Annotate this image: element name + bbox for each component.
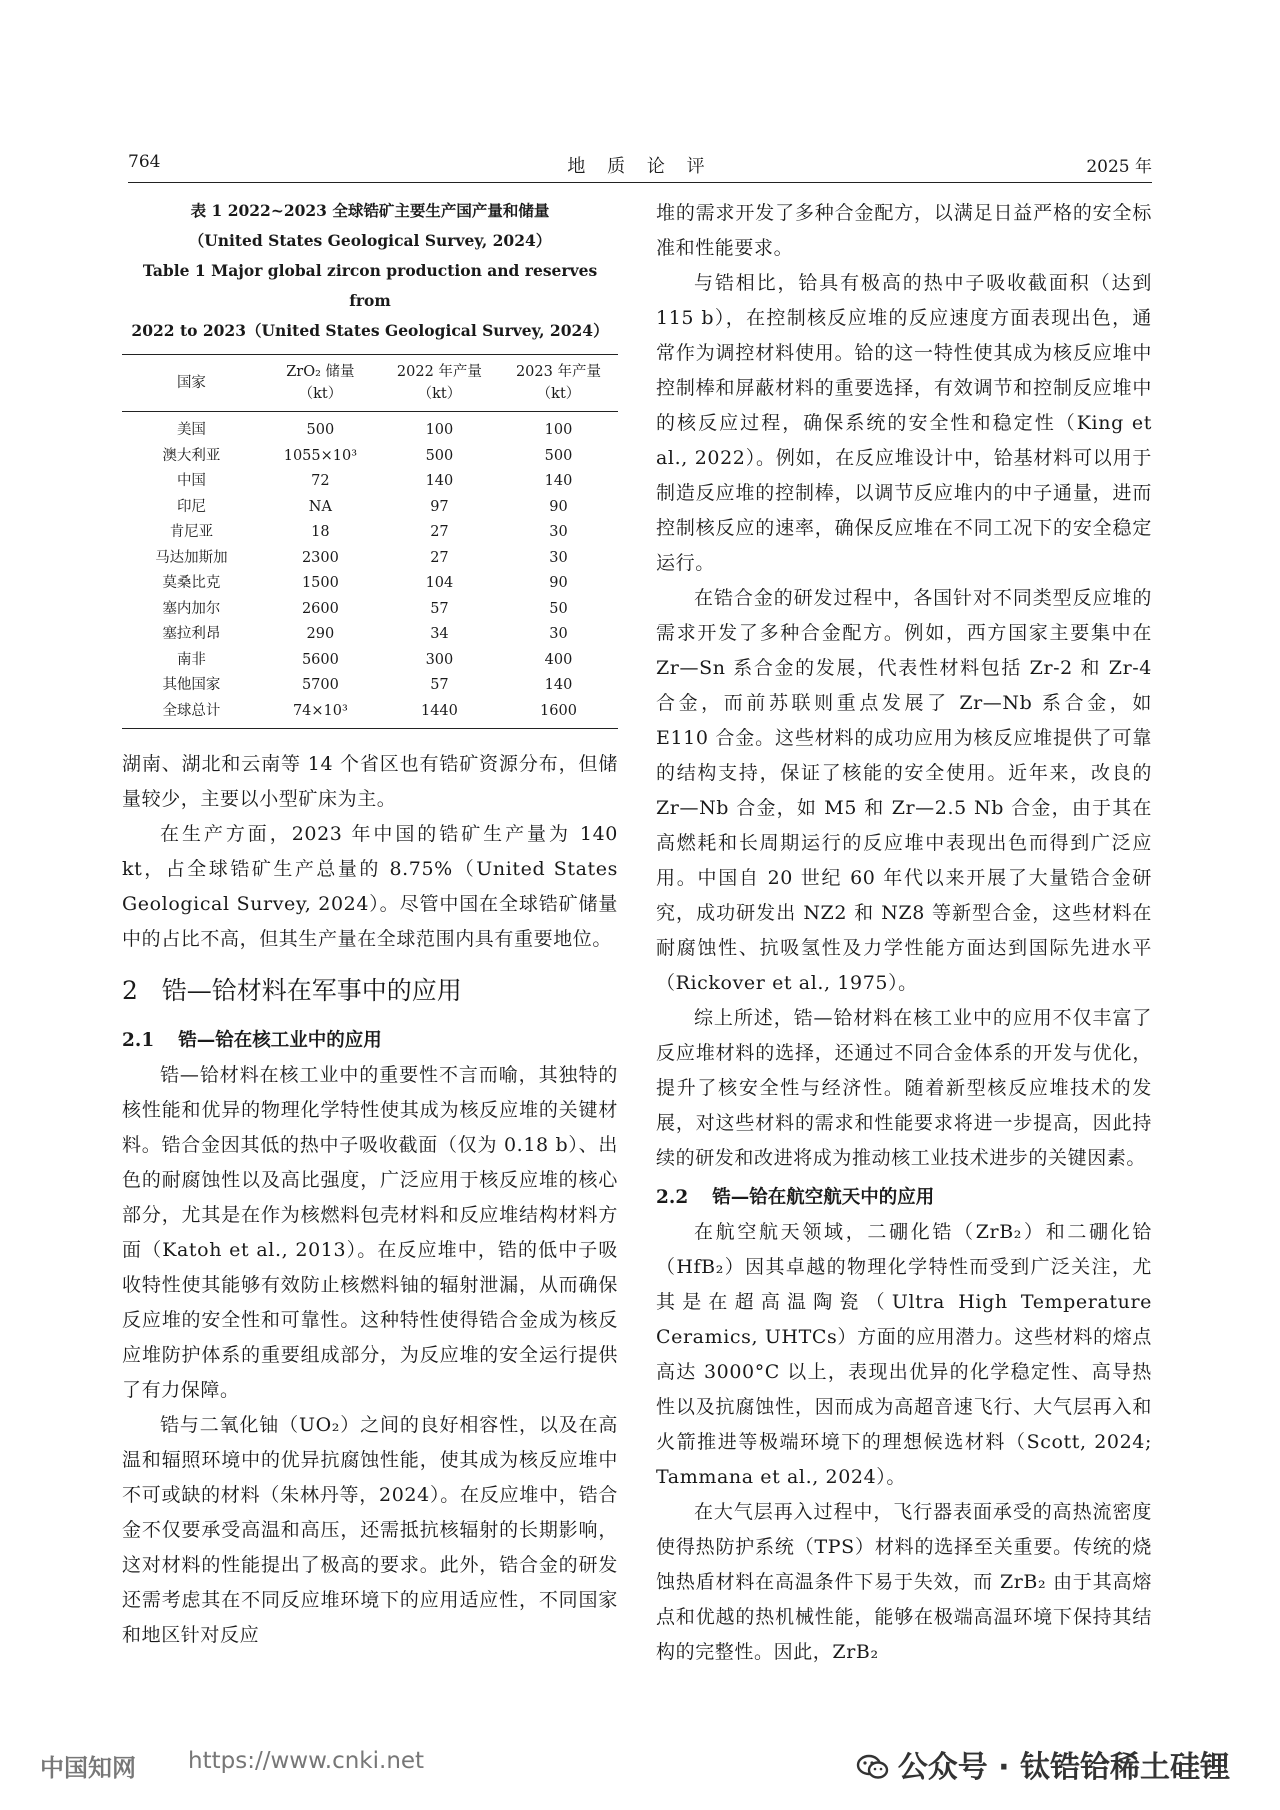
- table-cell-p2022: 27: [430, 524, 449, 540]
- right-column: [656, 196, 1152, 1670]
- paragraph: 与锆相比，铪具有极高的热中子吸收截面积（达到 115 b），在控制核反应堆的反应速度方面表现出色，通常作为调控材料使用。铪的这一特性使其成为核反应堆中控制棒和屏蔽材料的重要选择，有效调节和控制反应堆中的核反应过程，确保系统的安全性和稳定性（King et al., 2022）。例如，在反应堆设计中，铪基材料可以用于制造反应堆的控制棒，以调节反应堆内的中子通量，进而控制核反应的速率，确保反应堆在不同工况下的安全稳定运行。: [656, 272, 1152, 574]
- table-cell-country: 肯尼亚: [169, 524, 214, 540]
- subsection-number: 2.1: [122, 1030, 155, 1051]
- col-header-country: 国家: [122, 355, 261, 412]
- table-row: [122, 597, 618, 623]
- paragraph: 堆的需求开发了多种合金配方，以满足日益严格的安全标准和性能要求。: [656, 202, 1152, 259]
- table-cell-reserves: 1500: [301, 575, 339, 591]
- table-cell-p2023: 90: [549, 498, 568, 515]
- table-cell-p2022: 500: [425, 447, 454, 464]
- table-cell-reserves: 5700: [301, 677, 339, 693]
- table-row: [122, 622, 618, 648]
- table-row: [122, 412, 618, 444]
- paragraph: 在生产方面，2023 年中国的锆矿生产量为 140 kt，占全球锆矿生产总量的 8.75%（United States Geological Survey, 2024）。尽管中国在全球锆矿储量中的占比不高，但其生产量在全球范围内具有重要地位。: [122, 823, 618, 950]
- col-header-reserves: ZrO₂ 储量 （kt）: [261, 355, 380, 412]
- page-number: 764: [128, 152, 161, 172]
- zircon-table: [122, 354, 618, 729]
- table-cell-reserves: 5600: [301, 651, 339, 668]
- table-row: [122, 520, 618, 546]
- table-cell-p2023: 30: [549, 524, 568, 540]
- volume-year: 2025 年: [1086, 157, 1152, 177]
- table-cell-p2022: 300: [425, 651, 454, 668]
- table-caption-cn: 表 1 2022~2023 全球锆矿主要生产国产量和储量: [190, 201, 550, 220]
- table-cell-p2022: 1440: [380, 699, 499, 729]
- paragraph: 锆与二氧化铀（UO₂）之间的良好相容性，以及在高温和辐照环境中的优异抗腐蚀性能，使其成为核反应堆中不可或缺的材料（朱林丹等，2024）。在反应堆中，锆合金不仅要承受高温和高压，还需抵抗核辐射的长期影响，这对材料的性能提出了极高的要求。此外，锆合金的研发还需考虑其在不同反应堆环境下的应用适应性，不同国家和地区针对反应: [122, 1414, 618, 1646]
- table-row: [122, 469, 618, 495]
- table-cell-p2023: 30: [549, 549, 568, 566]
- wechat-icon: [856, 1753, 890, 1781]
- table-cell-p2022: 57: [430, 677, 449, 693]
- table-cell-p2023: 400: [544, 651, 573, 668]
- table-cell-reserves: 74×10³: [261, 699, 380, 729]
- table-cell-reserves: 290: [306, 626, 335, 642]
- table-row: [122, 546, 618, 572]
- watermark-footer: [40, 1742, 1240, 1786]
- table-cell-reserves: 2600: [301, 600, 339, 617]
- journal-title: 地 质 论 评: [567, 156, 713, 177]
- table-cell-p2023: 100: [544, 422, 573, 438]
- table-cell-p2022: 100: [425, 422, 454, 438]
- table-cell-country: 马达加斯加: [155, 549, 228, 566]
- table-header-row: [122, 355, 618, 412]
- paragraph: 锆—铪材料在核工业中的重要性不言而喻，其独特的核性能和优异的物理化学特性使其成为核反应堆的关键材料。锆合金因其低的热中子吸收截面（仅为 0.18 b）、出色的耐腐蚀性以及高比强度，广泛应用于核反应堆的核心部分，尤其是在作为核燃料包壳材料和反应堆结构材料方面（Katoh et al., 2013）。在反应堆中，锆的低中子吸收特性使其能够有效防止核燃料铀的辐射泄漏，从而确保反应堆的安全性和可靠性。这种特性使得锆合金成为核反应堆防护体系的重要组成部分，为反应堆的安全运行提供了有力保障。: [122, 1064, 618, 1401]
- table-cell-p2023: 30: [549, 626, 568, 642]
- table-row: [122, 444, 618, 470]
- paragraph: 在锆合金的研发过程中，各国针对不同类型反应堆的需求开发了多种合金配方。例如，西方国家主要集中在 Zr—Sn 系合金的发展，代表性材料包括 Zr-2 和 Zr-4 合金，而前苏联则重点发展了 Zr—Nb 系合金，如 E110 合金。这些材料的成功应用为核反应堆提供了可靠的结构支持，保证了核能的安全使用。近年来，改良的 Zr—Nb 合金，如 M5 和 Zr—2.5 Nb 合金，由于其在高燃耗和长周期运行的反应堆中表现出色而得到广泛应用。中国自 20 世纪 60 年代以来开展了大量锆合金研究，成功研发出 NZ2 和 NZ8 等新型合金，这些材料在耐腐蚀性、抗吸氢性及力学性能方面达到国际先进水平（Rickover et al., 1975）。: [656, 587, 1152, 994]
- table-cell-reserves: NA: [308, 498, 332, 515]
- section-title: 锆—铪材料在军事中的应用: [161, 976, 462, 1005]
- subsection-title: 锆—铪在航空航天中的应用: [712, 1187, 935, 1208]
- paragraph: 综上所述，锆—铪材料在核工业中的应用不仅丰富了反应堆材料的选择，还通过不同合金体系的开发与优化，提升了核安全性与经济性。随着新型核反应堆技术的发展，对这些材料的需求和性能要求将进一步提高，因此持续的研发和改进将成为推动核工业技术进步的关键因素。: [656, 1007, 1152, 1169]
- page-header: [128, 152, 1152, 180]
- cnki-logo-text: 中国知网: [40, 1754, 136, 1782]
- subsection-heading: [122, 1023, 618, 1058]
- table-cell-country: 印尼: [176, 498, 206, 515]
- table-cell-reserves: 1055×10³: [283, 447, 358, 464]
- table-cell-p2022: 140: [425, 473, 454, 489]
- table-cell-country: 美国: [176, 422, 206, 438]
- table-cell-country: 莫桑比克: [162, 575, 221, 591]
- table-cell-country: 全球总计: [122, 699, 261, 729]
- table-cell-reserves: 72: [311, 473, 330, 489]
- table-cell-country: 中国: [176, 473, 206, 489]
- table-cell-p2023: 1600: [499, 699, 618, 729]
- section-heading: [122, 969, 618, 1013]
- table-cell-country: 塞内加尔: [162, 600, 221, 617]
- table-row: [122, 495, 618, 521]
- table-cell-reserves: 18: [311, 524, 330, 540]
- table-row: [122, 699, 618, 729]
- table-cell-p2022: 57: [430, 600, 449, 617]
- table-cell-p2022: 97: [430, 498, 449, 515]
- wechat-account: [856, 1742, 1230, 1786]
- paragraph: 在大气层再入过程中，飞行器表面承受的高热流密度使得热防护系统（TPS）材料的选择至关重要。传统的烧蚀热盾材料在高温条件下易于失效，而 ZrB₂ 由于其高熔点和优越的热机械性能，能够在极端高温环境下保持其结构的完整性。因此，ZrB₂: [656, 1501, 1152, 1663]
- table-cell-p2022: 34: [430, 626, 449, 642]
- table-cell-p2023: 140: [544, 677, 573, 693]
- table-cell-country: 其他国家: [162, 677, 221, 693]
- paragraph: 在航空航天领域，二硼化锆（ZrB₂）和二硼化铪（HfB₂）因其卓越的物理化学特性而受到广泛关注，尤其是在超高温陶瓷（Ultra High Temperature Ceramics, UHTCs）方面的应用潜力。这些材料的熔点高达 3000°C 以上，表现出优异的化学稳定性、高导热性以及抗腐蚀性，因而成为高超音速飞行、大气层再入和火箭推进等极端环境下的理想候选材料（Scott, 2024; Tammana et al., 2024）。: [656, 1221, 1152, 1488]
- table-cell-reserves: 500: [306, 422, 335, 438]
- section-number: 2: [122, 976, 138, 1005]
- subsection-number: 2.2: [656, 1187, 689, 1208]
- left-column: [122, 196, 618, 1653]
- wechat-account-name: 公众号 · 钛锆铪稀土硅锂: [897, 1750, 1230, 1785]
- col-header-2023: 2023 年产量 （kt）: [499, 355, 618, 412]
- table-caption-cn-source: （United States Geological Survey, 2024）: [188, 231, 552, 250]
- table-row: [122, 648, 618, 674]
- col-header-2022: 2022 年产量 （kt）: [380, 355, 499, 412]
- table-cell-p2023: 500: [544, 447, 573, 464]
- table-caption-en: Table 1 Major global zircon production and reserves from: [142, 261, 598, 310]
- paragraph: 湖南、湖北和云南等 14 个省区也有锆矿资源分布，但储量较少，主要以小型矿床为主。: [122, 753, 618, 810]
- table-cell-p2023: 90: [549, 575, 568, 591]
- subsection-title: 锆—铪在核工业中的应用: [178, 1030, 382, 1051]
- table-cell-p2022: 27: [430, 549, 449, 566]
- table-cell-country: 南非: [176, 651, 206, 668]
- subsection-heading: [656, 1180, 1152, 1215]
- table-cell-p2022: 104: [425, 575, 454, 591]
- table-cell-country: 澳大利亚: [162, 447, 221, 464]
- table-cell-reserves: 2300: [301, 549, 339, 566]
- table-row: [122, 571, 618, 597]
- cnki-url[interactable]: https://www.cnki.net: [188, 1748, 425, 1774]
- header-rule: [128, 182, 1152, 183]
- table-caption-en-cont: 2022 to 2023（United States Geological Survey, 2024）: [131, 321, 609, 340]
- table-cell-country: 塞拉利昂: [162, 626, 221, 642]
- table-cell-p2023: 140: [544, 473, 573, 489]
- table-cell-p2023: 50: [549, 600, 568, 617]
- table-row: [122, 673, 618, 699]
- table-body: [122, 412, 618, 729]
